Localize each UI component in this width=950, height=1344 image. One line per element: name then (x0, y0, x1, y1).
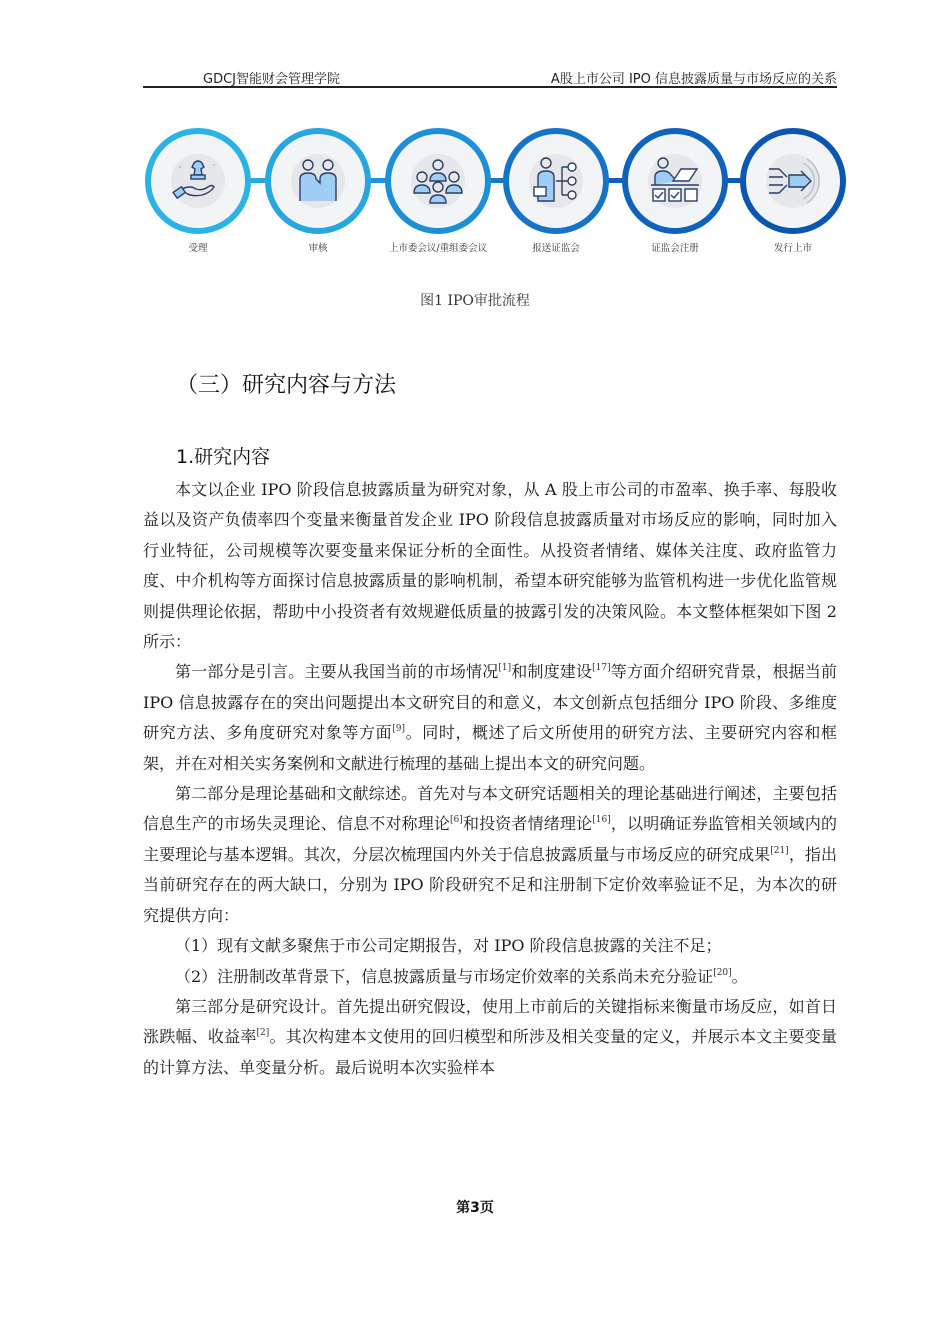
header-institution: GDCJ智能财会管理学院 (203, 72, 340, 87)
paragraph-text: 和投资者情绪理论 (462, 814, 593, 834)
ipo-approval-flow-figure (140, 120, 860, 260)
header-paper-title: A股上市公司 IPO 信息披露质量与市场反应的关系 (550, 72, 837, 87)
paragraph-text: ，以明确证券监管相关领域内的主要理论与基本逻辑。其次，分层次梳理国内外关于信息披露质量与市场反应的研究成果 (143, 814, 837, 864)
citation-ref: [16] (592, 815, 611, 826)
flow-step-issue-listing (740, 128, 846, 254)
paragraph-text: ，指出当前研究存在的两大缺口，分别为 IPO 阶段研究不足和注册制下定价效率验证不足，为本次的研究提供方向： (143, 844, 837, 925)
page-number: 第3页 (456, 1200, 494, 1216)
paragraph-part-three (143, 992, 837, 1083)
section-heading: （三）研究内容与方法 (176, 373, 397, 398)
citation-ref: [20] (713, 967, 732, 978)
citation-ref: [21] (770, 845, 789, 856)
step-label: 受理 (188, 243, 208, 254)
citation-ref: [9] (392, 724, 405, 735)
paragraph-intro (143, 475, 837, 657)
launch-arrow-icon (763, 151, 823, 211)
flow-step-review (265, 128, 371, 254)
paragraph-text: （2）注册制改革背景下，信息披露质量与市场定价效率的关系尚未充分验证 (175, 966, 714, 986)
paragraph-text: 本文以企业 IPO 阶段信息披露质量为研究对象，从 A 股上市公司的市盈率、换手率、每股收益以及资产负债率四个变量来衡量首发企业 IPO 阶段信息披露质量对市场反应的影响，同时加入行业特征，公司规模等次要变量来保证分析的全面性。 (143, 480, 837, 560)
citation-ref: [2] (256, 1028, 270, 1039)
citation-ref: [17] (592, 663, 611, 674)
list-item-gap-2 (143, 962, 837, 992)
step-circle (385, 128, 491, 234)
flow-step-accept (145, 128, 251, 254)
step-label: 审核 (308, 243, 328, 254)
step-circle (622, 128, 728, 234)
handshake-people-icon (288, 151, 348, 211)
subsection-heading: 1.研究内容 (176, 446, 271, 468)
step-label: 证监会注册 (651, 243, 699, 254)
paragraph-text: 第三部分是研究设计。首先提出研究假设，使用上市前后的关键指标来衡量市场反应，如首日涨跌幅、收益率 (143, 996, 837, 1047)
page-header (143, 66, 837, 86)
header-divider (143, 86, 837, 88)
body-text (143, 475, 837, 1083)
step-circle (503, 128, 609, 234)
step-label: 报送证监会 (532, 243, 580, 254)
paragraph-text: 。其次构建本文使用的回归模型和所涉及相关变量的定义，并展示本文主要变量的计算方法、单变量分析。最后说明本次实验样本 (143, 1027, 837, 1077)
paragraph-text: 从投资者情绪、媒体关注度、政府监管力度、中介机构等方面探讨信息披露质量的影响机制，希望本研究能够为监管机构进一步优化监管规则提供理论依据，帮助中小投资者有效规避低质量的披露引发的决策风险。本文整体框架如下图 2 所示： (143, 540, 837, 652)
paragraph-text: 和制度建设 (511, 662, 593, 682)
step-circle (145, 128, 251, 234)
step-label: 上市委会议/重组委会议 (388, 243, 488, 254)
person-laptop-checklist-icon (645, 151, 705, 211)
list-item-gap-1: （1）现有文献多聚焦于市公司定期报告，对 IPO 阶段信息披露的关注不足； (175, 936, 722, 956)
figure-caption: 图1 IPO审批流程 (420, 293, 530, 309)
flow-step-submit-csrc (503, 128, 609, 254)
paragraph-part-one (143, 657, 837, 779)
paragraph-part-two (143, 779, 837, 931)
paragraph-text: 第二部分是理论基础和文献综述。首先对与本文研究话题相关的理论基础进行阐述，主要包括信息生产的市场失灵理论、信息不对称理论 (143, 784, 837, 834)
flow-step-csrc-registration (622, 128, 728, 254)
group-meeting-icon (408, 151, 468, 211)
step-circle (265, 128, 371, 234)
step-circle (740, 128, 846, 234)
paragraph-text: 第一部分是引言。主要从我国当前的市场情况 (175, 662, 499, 682)
hand-chess-knight-icon (168, 151, 228, 211)
person-org-chart-icon (526, 151, 586, 211)
citation-ref: [6] (450, 815, 463, 826)
paragraph-text: 。同时，概述了后文所使用的研究方法、主要研究内容和框架，并在对相关实务案例和文献进行梳理的基础上提出本文的研究问题。 (143, 723, 837, 773)
flow-step-listing-committee (385, 128, 491, 254)
citation-ref: [1] (498, 663, 512, 674)
step-label: 发行上市 (773, 243, 812, 254)
paragraph-text: 等方面介绍研究背景，根据当前 IPO 信息披露存在的突出问题提出本文研究目的和意义，本文创新点包括细分 IPO 阶段、多维度研究方法、多角度研究对象等方面 (143, 662, 837, 743)
paragraph-text: 。 (731, 966, 748, 986)
